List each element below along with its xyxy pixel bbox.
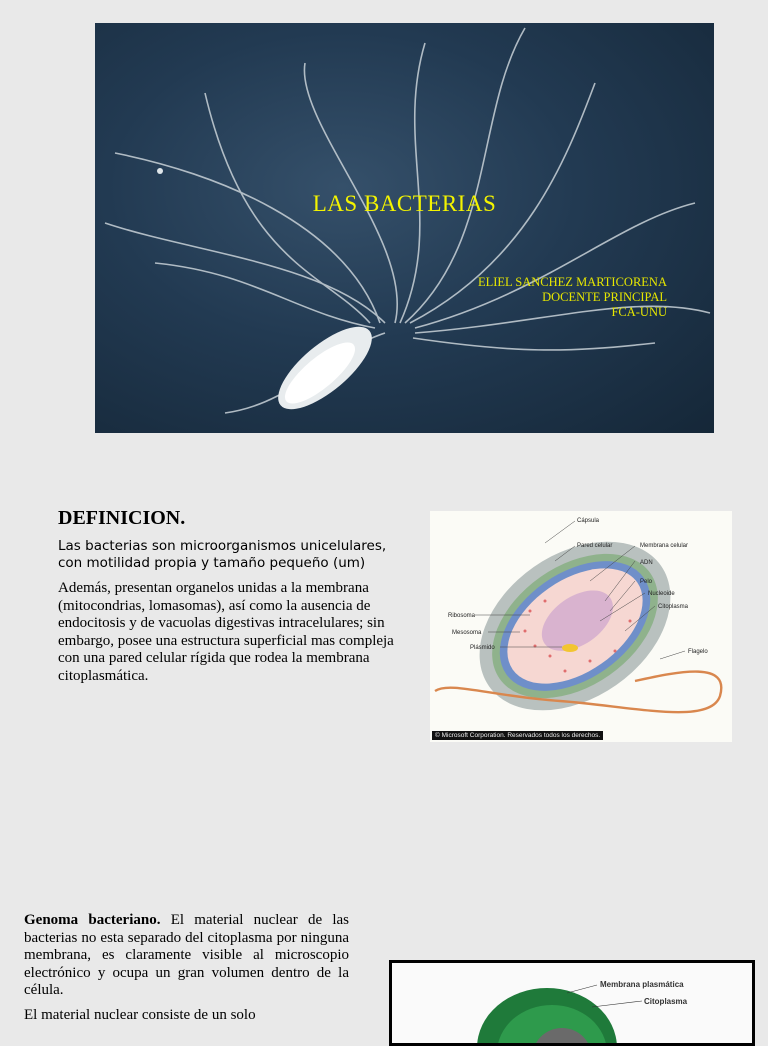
label-pelo: Pelo [640,579,653,585]
title-slide [95,23,714,433]
genoma-paragraph-1 [24,912,349,1000]
genoma-paragraph-2: El material nuclear consiste de un solo [24,1006,256,1023]
cell-membrane-figure [389,960,755,1046]
label-citoplasma-2: Citoplasma [644,997,688,1006]
slide-title: LAS BACTERIAS [312,191,497,216]
label-mesosoma: Mesosoma [452,630,482,636]
genoma-text: El material nuclear de las bacterias no esta separado del citoplasma por ninguna membrana, es claramente visible al microscopio electrónico y ocupa un gran volumen dentro de la célula. [24,912,349,998]
label-adn: ADN [640,560,653,566]
author-institution: FCA-UNU [611,305,667,319]
copyright-caption: © Microsoft Corporation. Reservados todos los derechos. [432,731,603,740]
label-nucleoide: Nucleoide [648,591,675,597]
bacterium-image [95,23,714,433]
label-plasmido: Plásmido [470,645,495,651]
genoma-section [24,912,349,1031]
definition-heading: DEFINICION. [58,507,186,529]
definition-subtitle: Las bacterias son microorganismos unicelulares, con motilidad propia y tamaño pequeño (um) [58,538,387,571]
label-citoplasma: Citoplasma [658,604,689,610]
author-block [478,275,667,320]
label-membrana-plasmatica: Membrana plasmática [600,980,684,989]
label-pared: Pared celular [577,543,613,549]
author-name: ELIEL SANCHEZ MARTICORENA [477,275,667,289]
bacterial-cell-diagram [430,511,732,742]
definition-body: Además, presentan organelos unidas a la membrana (mitocondrias, lomasomas), así como la ausencia de endocitosis y de vacuolas digestivas intracelulares; sin embargo, posee una estructura superficial mas compleja con una pared celular rígida que rodea la membrana citoplasmática. [58,580,394,684]
label-membrana: Membrana celular [640,543,689,549]
author-role: DOCENTE PRINCIPAL [542,290,667,304]
label-capsula: Cápsula [577,518,600,524]
label-ribosoma: Ribosoma [448,613,476,619]
cell-membrane-illustration [392,963,752,1043]
genoma-lead: Genoma bacteriano. [24,912,161,928]
cell-illustration [430,511,732,742]
label-flagelo: Flagelo [688,649,708,655]
